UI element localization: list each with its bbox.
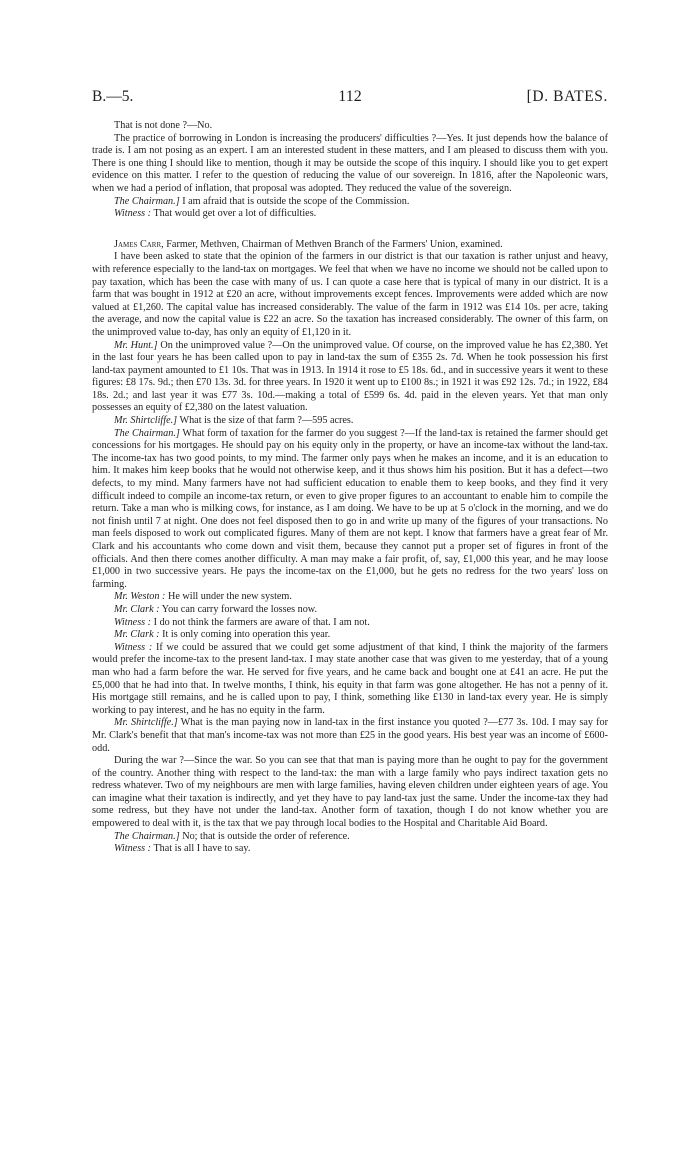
paragraph: Mr. Weston : He will under the new system. (114, 591, 292, 603)
paragraph: The practice of borrowing in London is increasing the producers' difficulties ?—Yes. It just depends how the balance of trade is. I am not posing as an expert. I am an interested student in these matters, and I am pleased to discuss them with you. There is one thing I should like to mention, though it may be outside the scope of this inquiry. I should like you to get expert evidence on this matter. I refer to the question of reducing the value of our sovereign. In 1816, after the Napoleonic wars, when we had a period of inflation, that proposal was adopted. They reduced the value of the sovereign. (92, 132, 608, 194)
witness-heading: [D. BATES. (526, 88, 608, 105)
paragraph: During the war ?—Since the war. So you can see that that man is paying more than he ought to pay for the government of the country. Another thing with respect to the land-tax: the man with a large family who pays indirect taxation gets no redress whatever. Two of my neighbours are men with large families, having eleven children under eighteen years of age. You can imagine what their taxation is indirectly, and yet they have to pay land-tax just the same. Under the income-tax they had some redress, but they have not under the land-tax. Another form of taxation, though I do not know whether you are empowered to deal with it, is the tax that we pay through local bodies to the Hospital and Charitable Aid Board. (92, 755, 608, 830)
paragraph: Mr. Clark : It is only coming into operation this year. (114, 629, 331, 641)
speaker-label: Mr. Shirtcliffe.] (114, 415, 178, 427)
witness-introduction: James Carr, Farmer, Methven, Chairman of Methven Branch of the Farmers' Union, examined. (114, 238, 503, 250)
speaker-label: Mr. Clark : (114, 603, 160, 615)
speaker-label: Mr. Shirtcliffe.] (114, 717, 178, 729)
paragraph: Witness : I do not think the farmers are aware of that. I am not. (114, 616, 370, 628)
paragraph: Mr. Shirtcliffe.] What is the size of that farm ?—595 acres. (114, 415, 354, 427)
page-header (92, 88, 608, 110)
speaker-label: The Chairman.] (114, 830, 180, 842)
speaker-label: Witness : (114, 616, 152, 628)
paragraph: Witness : That would get over a lot of difficulties. (114, 208, 317, 220)
speaker-label: Mr. Clark : (114, 629, 160, 641)
paragraph: I have been asked to state that the opinion of the farmers in our district is that our taxation is rather unjust and heavy, with reference especially to the land-tax on mortgages. We feel that when we have no income we should not be called upon to pay taxation, which has been the case with many of us. I can quote a case here that is typical of many in our district. It is a farm that was bought in 1912 at £20 an acre, without improvements except fences. Improvements were added which are now valued at £1,260. The capital value has increased considerably. The value of the farm in 1912 was £14 10s. per acre, taking the average, and now the capital value is £22 an acre. So the taxation has increased considerably. The owner of this farm, on the unimproved value to-day, has only an equity of £1,120 in it. (92, 251, 608, 338)
speaker-label: The Chairman.] (114, 427, 180, 439)
page-number: 112 (338, 88, 362, 105)
speaker-label: Mr. Weston : (114, 591, 166, 603)
paragraph: That is not done ?—No. (114, 120, 213, 131)
speaker-label: Mr. Hunt.] (114, 339, 158, 351)
paragraph: The Chairman.] What form of taxation for the farmer do you suggest ?—If the land-tax is retained the farmer should get concessions for his mortgages. He should pay on his equity only in the property, or have an income-tax without the land-tax. The income-tax has two good points, to my mind. The farmer only pays when he makes an income, and it is an education to him. It makes him keep books that he would not otherwise keep, and it thus shows him his position. But it has a defect—two defects, to my mind. Many farmers have not had sufficient education to enable them to keep books, and they find it very difficult indeed to compile an income-tax return, or even to give proper figures to an accountant to enable him to compile the return. Take a man who is milking cows, for instance, as I am doing. We have to be up at 5 o'clock in the morning, and we do not finish until 7 at night. One does not feel disposed then to go in and write up many of the figures of your transactions. No man feels disposed to work out complicated figures. Many of them are not kept. I know that farmers have a great fear of Mr. Clark and his accountants who come down and visit them, because they cannot put a proper set of figures in front of the officials. And then there comes another difficulty. A man may make a fair profit, of, say, £1,000 this year, and he may loose £1,000 in two successive years. He pays the income-tax on the £1,000, but he gets no redress for the two years' loss on farming. (92, 427, 608, 590)
paragraph: Witness : If we could be assured that we could get some adjustment of that kind, I think the majority of the farmers would prefer the income-tax to the present land-tax. I may state another case that was given to me yesterday, that of a young man who had a farm before the war. He served for five years, and he came back and bought one at £41 an acre. He put the £5,000 that he had into that. In twelve months, I think, his equity in that farm was gone altogether. He has not a penny of it. His mortgage still remains, and he is called upon to pay, I think, something like £130 in land-tax every year. He is simply working to pay interest, and he has no equity in the farm. (92, 641, 608, 716)
speaker-label: Witness : (114, 208, 152, 220)
paragraph: Mr. Shirtcliffe.] What is the man paying now in land-tax in the first instance you quoted ?—£77 3s. 10d. I may say for Mr. Clark's benefit that that man's income-tax was not more than £25 in the good years. His best year was an income of £600-odd. (92, 717, 608, 754)
document-body (92, 120, 608, 856)
paragraph: Mr. Hunt.] On the unimproved value ?—On the unimproved value. Of course, on the improved value he has £2,380. Yet in the last four years he has been called upon to pay in land-tax the sum of £355 2s. 7d. When he took possession his first land-tax payment amounted to £1 10s. That was in 1913. In 1914 it rose to £5 18s. 6d., and in successive years it went to these figures: £8 17s. 9d.; then £70 13s. 3d. for three years. In 1920 it went up to £100 8s.; in 1921 it was £92 12s. 7d.; in 1922, £84 18s. 2d.; and last year it was £77 3s. 10d.—making a total of £599 6s. 4d. paid in the eleven years. Yet that man only possesses an equity of £2,380 on the latest valuation. (92, 339, 608, 414)
paragraph: The Chairman.] No; that is outside the order of reference. (114, 830, 350, 842)
paragraph: Mr. Clark : You can carry forward the losses now. (114, 603, 318, 615)
document-reference: B.—5. (92, 88, 134, 105)
paragraph: The Chairman.] I am afraid that is outside the scope of the Commission. (114, 195, 410, 207)
paragraph: Witness : That is all I have to say. (114, 843, 251, 855)
speaker-label: Witness : (114, 843, 152, 855)
speaker-label: Witness : (114, 641, 153, 653)
witness-name: James Carr (114, 238, 162, 250)
speaker-label: The Chairman.] (114, 195, 180, 207)
